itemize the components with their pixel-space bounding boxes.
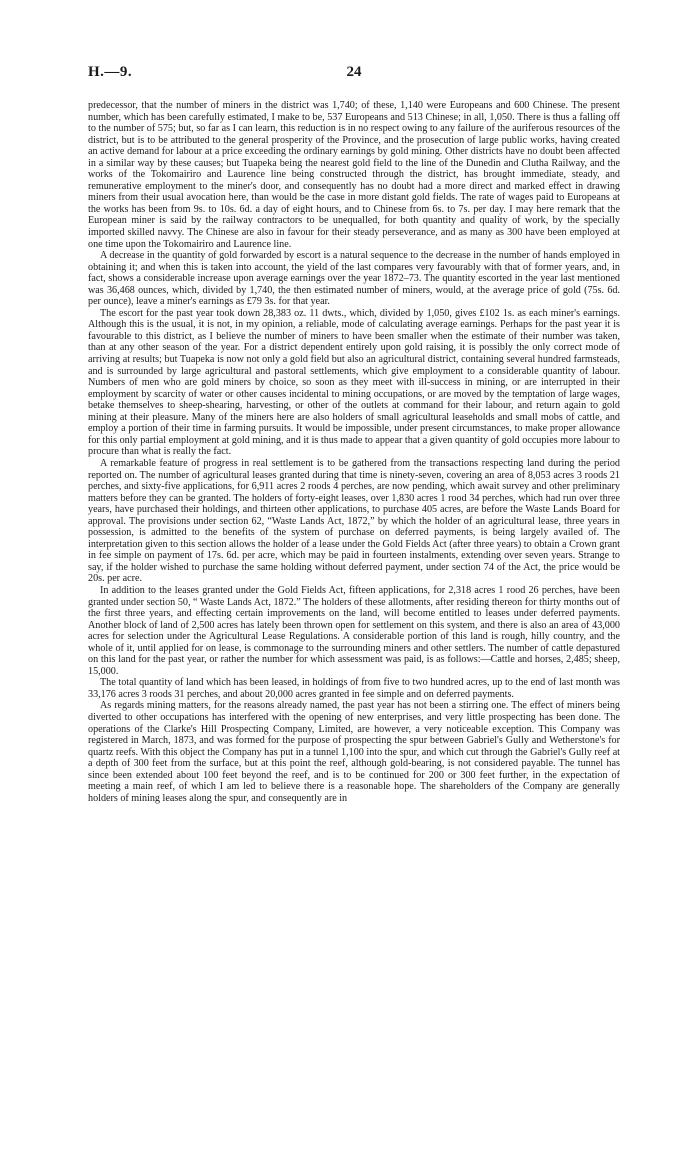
- report-body: [88, 100, 620, 804]
- paragraph-miners-population: predecessor, that the number of miners in the district was 1,740; of these, 1,140 were Europeans and 600 Chinese. The present number, which has been carefully estimated, I make to be, 537 Europeans and 513 Chinese; in all, 1,050. There is thus a falling off to the number of 575; but, so far as I can learn, this reduction is in no respect owing to any failure of the auriferous resources of the district, but is to be attributed to the general prosperity of the Province, and the prosecution of large public works, having created an active demand for labour at a price exceeding the ordinary earnings by gold mining. Other districts have no doubt been affected in a similar way by these causes; but Tuapeka being the nearest gold field to the line of the Dunedin and Clutha Railway, and the works of the Tokomairiro and Laurence line being constructed through the district, has brought immediate, steady, and remunerative employment to the miner's door, and consequently has no doubt had a more direct and marked effect in drawing miners from their usual avocation here, than would be the case in more distant gold fields. The rate of wages paid to Europeans at the works has been from 9s. to 10s. 6d. a day of eight hours, and to Chinese from 6s. to 7s. per day. I may here remark that the European miner is said by the railway contractors to be unequalled, for both quantity and quality of work, by the specially imported skilled navvy. The Chinese are also in favour for their steady perseverance, and as many as 300 have been employed at one time upon the Tokomairiro and Laurence line.: [88, 100, 620, 250]
- paragraph-waste-lands-leases: In addition to the leases granted under the Gold Fields Act, fifteen applications, for 2,318 acres 1 rood 26 perches, have been granted under section 50, “ Waste Lands Act, 1872.” The holders of these allotments, after residing thereon for thirty months out of the first three years, and effecting certain improvements on the land, will become entitled to leases under deferred payments. Another block of land of 2,500 acres has lately been thrown open for settlement on this system, and there is also an area of 43,000 acres for selection under the Agricultural Lease Regulations. A considerable portion of this land is rough, hilly country, and the whole of it, until applied for on lease, is commonage to the surrounding miners and other settlers. The number of cattle depastured on this land for the past year, or rather the number for which assessment was paid, is as follows:—Cattle and horses, 2,485; sheep, 15,000.: [88, 584, 620, 677]
- paragraph-total-land-leased: The total quantity of land which has been leased, in holdings of from five to two hundred acres, up to the end of last month was 33,176 acres 3 roods 31 perches, and about 20,000 acres granted in fee simple and on deferred payments.: [88, 677, 620, 700]
- page-header: [88, 64, 620, 84]
- document-reference: H.—9.: [88, 64, 133, 80]
- paragraph-mining-matters: As regards mining matters, for the reasons already named, the past year has not been a stirring one. The effect of miners being diverted to other occupations has interfered with the opening of new enterprises, and very little prospecting has been done. The operations of the Clarke's Hill Prospecting Company, Limited, are however, a very noticeable exception. This Company was registered in March, 1873, and was formed for the purpose of prospecting the spur between Gabriel's Gully and Wetherstone's for quartz reefs. With this object the Company has put in a tunnel 1,100 into the spur, and which cut through the Gabriel's Gully reef at a depth of 300 feet from the surface, but at this point the reef, although gold-bearing, is not considered payable. The tunnel has since been extended about 100 feet beyond the reef, and is to be continued for 200 or 300 feet further, in the expectation of meeting a main reef, of which I am led to believe there is a reasonable hope. The shareholders of the Company are generally holders of mining leases along the spur, and consequently are in: [88, 700, 620, 804]
- paragraph-land-settlement: A remarkable feature of progress in real settlement is to be gathered from the transactions respecting land during the period reported on. The number of agricultural leases granted during that time is ninety-seven, covering an area of 8,053 acres 3 roods 21 perches, and sixty-five applications, for 6,911 acres 2 roods 4 perches, are now pending, which await survey and other preliminary matters before they can be granted. The holders of forty-eight leases, over 1,830 acres 1 rood 34 perches, which had run over three years, have purchased their holdings, and thirteen other applications, to purchase 405 acres, are before the Waste Lands Board for approval. The provisions under section 62, “Waste Lands Act, 1872,” by which the holder of an agricultural lease, three years in possession, is admitted to the benefits of the system of purchase on deferred payments, is being largely availed of. The interpretation given to this section allows the holder of a lease under the Gold Fields Act (after three years) to obtain a Crown grant in fee simple on payment of 17s. 6d. per acre, which may be paid in fourteen instalments, extending over seven years. Strange to say, if the holder wished to purchase the same holding without deferred payment, under section 74 of the Act, the price would be 20s. per acre.: [88, 457, 620, 585]
- paragraph-miners-earnings: The escort for the past year took down 28,383 oz. 11 dwts., which, divided by 1,050, gives £102 1s. as each miner's earnings. Although this is the usual, it is not, in my opinion, a reliable, mode of calculating average earnings. Perhaps for the past year it is favourable to this district, as I believe the number of miners to have been smaller when the estimate of their number was taken, than at any other season of the year. For a district dependent entirely upon gold raising, it is possibly the only correct mode of arriving at results; but Tuapeka is now not only a gold field but also an agricultural district, containing several hundred farmsteads, and is surrounded by large agricultural and pastoral settlements, which give employment to a considerable quantity of labour. Numbers of men who are gold miners by choice, so soon as they meet with ill-success in mining, or are interrupted in their employment by scarcity of water or other causes incidental to mining occupations, or are moved by the temptation of large wages, betake themselves to sheep-shearing, harvesting, or other of the outlets at command for their labour, and return again to gold mining at their pleasure. Many of the miners here are also holders of small agricultural leaseholds and small mobs of cattle, and employ a portion of their time in farming pursuits. It would be impossible, under present circumstances, to make proper allowance for this only partial employment at gold mining, and it is thus made to appear that a given quantity of gold occupies more labour to procure than what is really the fact.: [88, 307, 620, 458]
- page-number: 24: [346, 64, 362, 80]
- paragraph-gold-escort-decrease: A decrease in the quantity of gold forwarded by escort is a natural sequence to the decrease in the number of hands employed in obtaining it; and when this is taken into account, the yield of the last compares very favourably with that of former years, and, in fact, shows a considerable increase upon average earnings over the year 1872–73. The quantity escorted in the year last mentioned was 36,468 ounces, which, divided by 1,740, the then estimated number of miners, would, at the average price of gold (75s. 6d. per ounce), leave a miner's earnings as £79 3s. for that year.: [88, 250, 620, 308]
